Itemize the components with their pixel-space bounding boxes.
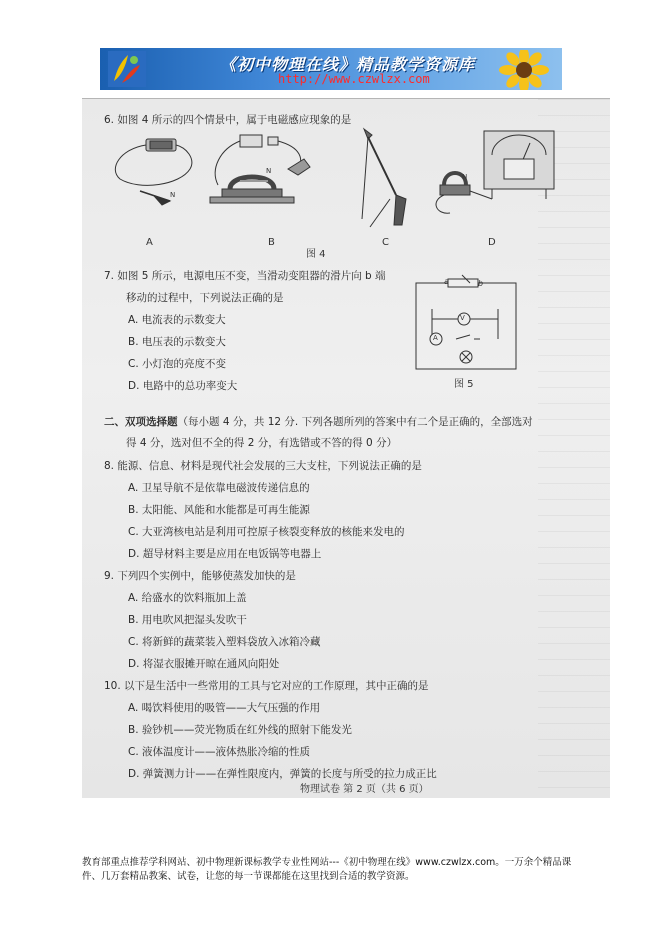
figure-4-diagram bbox=[100, 129, 560, 253]
figure-4-label-a: A bbox=[146, 237, 153, 248]
circuit-label-b: b bbox=[478, 279, 484, 288]
figure-5-circuit bbox=[412, 279, 522, 371]
question-8-option-c: C. 大亚湾核电站是利用可控原子核裂变释放的核能来发电的 bbox=[128, 526, 405, 538]
figure-4-label-c: C bbox=[382, 237, 389, 248]
question-9-option-a: A. 给盛水的饮料瓶加上盖 bbox=[128, 592, 247, 604]
question-10-option-b: B. 验钞机——荧光物质在红外线的照射下能发光 bbox=[128, 724, 352, 736]
question-9-option-d: D. 将湿衣服摊开晾在通风向阳处 bbox=[128, 658, 280, 670]
figure-4b-scene bbox=[210, 135, 310, 203]
figure-4c-scene bbox=[362, 129, 406, 227]
question-10-stem: 10. 以下是生活中一些常用的工具与它对应的工作原理，其中正确的是 bbox=[104, 680, 429, 692]
question-8-stem: 8. 能源、信息、材料是现代社会发展的三大支柱，下列说法正确的是 bbox=[104, 460, 422, 472]
question-8-option-b: B. 太阳能、风能和水能都是可再生能源 bbox=[128, 504, 310, 516]
voltmeter-symbol: V bbox=[460, 314, 465, 322]
svg-text:N: N bbox=[266, 167, 272, 175]
svg-text:N: N bbox=[170, 191, 176, 199]
question-7-option-d: D. 电路中的总功率变大 bbox=[128, 380, 238, 392]
question-10-option-c: C. 液体温度计——液体热胀冷缩的性质 bbox=[128, 746, 311, 758]
section-2-heading bbox=[104, 415, 533, 429]
circuit-label-a: a bbox=[444, 277, 449, 286]
figure-4-label-d: D bbox=[488, 237, 496, 248]
question-8-option-d: D. 超导材料主要是应用在电饭锅等电器上 bbox=[128, 548, 322, 560]
scanned-exam-page bbox=[82, 98, 610, 798]
sunflower-icon bbox=[484, 50, 554, 90]
question-6-stem: 6. 如图 4 所示的四个情景中，属于电磁感应现象的是 bbox=[104, 114, 352, 126]
bottom-promo-note bbox=[82, 856, 602, 884]
question-9-option-c: C. 将新鲜的蔬菜装入塑料袋放入冰箱冷藏 bbox=[128, 636, 321, 648]
figure-5-caption: 图 5 bbox=[454, 379, 474, 390]
section-2-title: 二、双项选择题 bbox=[104, 416, 178, 428]
question-7-option-a: A. 电流表的示数变大 bbox=[128, 314, 226, 326]
banner-title: 《初中物理在线》精品教学资源库 bbox=[220, 55, 476, 74]
banner-url[interactable]: http://www.czwlzx.com bbox=[278, 72, 430, 86]
bottom-note-line1: 教育部重点推荐学科网站、初中物理新课标教学专业性网站---《初中物理在线》www.czwlzx.com。一万余个精品课 bbox=[82, 857, 572, 868]
ammeter-symbol: A bbox=[433, 334, 438, 342]
figure-4-caption: 图 4 bbox=[306, 249, 326, 260]
question-7-stem-line2: 移动的过程中，下列说法正确的是 bbox=[126, 292, 284, 304]
site-banner bbox=[100, 48, 562, 90]
figure-4-label-b: B bbox=[268, 237, 275, 248]
question-8-option-a: A. 卫星导航不是依靠电磁波传递信息的 bbox=[128, 482, 310, 494]
question-7-stem-line1: 7. 如图 5 所示，电源电压不变，当滑动变阻器的滑片向 b 端 bbox=[104, 270, 386, 282]
page-footer: 物理试卷 第 2 页（共 6 页） bbox=[300, 784, 429, 795]
figure-4d-scene bbox=[436, 131, 554, 213]
figure-4a-scene bbox=[115, 139, 191, 205]
question-9-option-b: B. 用电吹风把湿头发吹干 bbox=[128, 614, 247, 626]
section-2-desc-line2: 得 4 分，选对但不全的得 2 分，有选错或不答的得 0 分） bbox=[126, 437, 398, 449]
bottom-note-line2: 件、几万套精品教案、试卷，让您的每一节课都能在这里找到合适的教学资源。 bbox=[82, 871, 415, 882]
question-7-option-c: C. 小灯泡的亮度不变 bbox=[128, 358, 227, 370]
svg-text:N: N bbox=[462, 173, 468, 181]
question-10-option-d: D. 弹簧测力计——在弹性限度内，弹簧的长度与所受的拉力成正比 bbox=[128, 768, 437, 780]
site-logo-icon bbox=[108, 51, 146, 87]
question-9-stem: 9. 下列四个实例中，能够使蒸发加快的是 bbox=[104, 570, 296, 582]
section-2-desc-line1: （每小题 4 分，共 12 分. 下列各题所列的答案中有二个是正确的，全部选对 bbox=[177, 416, 533, 428]
question-10-option-a: A. 喝饮料使用的吸管——大气压强的作用 bbox=[128, 702, 321, 714]
question-7-option-b: B. 电压表的示数变大 bbox=[128, 336, 226, 348]
